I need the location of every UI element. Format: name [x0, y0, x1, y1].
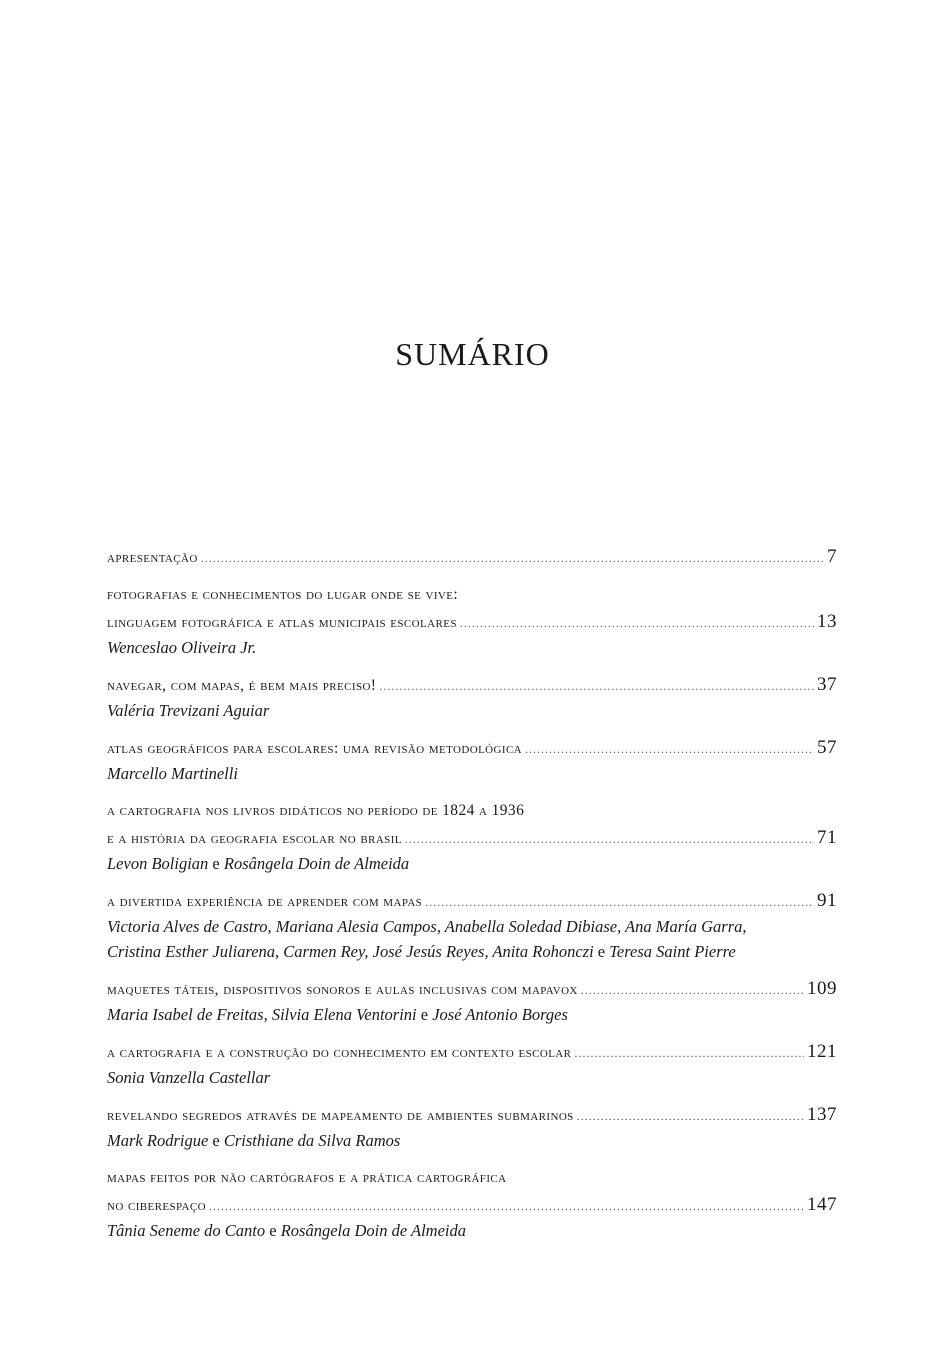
author-names: Maria Isabel de Freitas, Silvia Elena Ventorini	[107, 1005, 417, 1024]
dot-leader	[577, 1103, 804, 1130]
page-number: 109	[807, 978, 837, 999]
dot-leader	[201, 545, 824, 572]
page-number: 57	[817, 737, 837, 758]
authors-line	[107, 939, 837, 964]
authors-line	[107, 1128, 837, 1153]
entry-title-row[interactable]	[107, 1038, 837, 1065]
author-conjunction: e	[212, 854, 220, 873]
dot-leader	[209, 1193, 804, 1220]
author-conjunction: e	[212, 1131, 220, 1150]
toc-entry[interactable]	[107, 975, 837, 1027]
authors-line	[107, 635, 837, 660]
toc-entry[interactable]	[107, 1101, 837, 1153]
dot-leader	[460, 610, 814, 637]
table-of-contents	[107, 543, 837, 1254]
author-names: Cristhiane da Silva Ramos	[223, 1131, 401, 1150]
entry-title: apresentação	[107, 549, 198, 566]
author-names: Tânia Seneme do Canto	[107, 1221, 266, 1240]
author-names: Sonia Vanzella Castellar	[107, 1068, 271, 1087]
entry-title: linguagem fotográfica e atlas municipais escolares	[107, 614, 457, 631]
authors-line	[107, 914, 837, 939]
toc-entry[interactable]	[107, 1038, 837, 1090]
dot-leader	[425, 889, 814, 916]
dot-leader	[525, 736, 814, 763]
entry-title: navegar, com mapas, é bem mais preciso!	[107, 677, 377, 694]
author-names: Victoria Alves de Castro, Mariana Alesia Campos, Anabella Soledad Dibiase, Ana María Garra,	[107, 917, 747, 936]
page-number: 91	[817, 890, 837, 911]
authors-line	[107, 761, 837, 786]
entry-title: atlas geográficos para escolares: uma revisão metodológica	[107, 740, 523, 757]
toc-entry[interactable]	[107, 734, 837, 786]
toc-entry[interactable]	[107, 671, 837, 723]
entry-title-row[interactable]	[107, 824, 837, 851]
author-names: Rosângela Doin de Almeida	[223, 854, 410, 873]
entry-title: e a história da geografia escolar no brasil	[107, 830, 402, 847]
toc-entry[interactable]	[107, 581, 837, 660]
dot-leader	[379, 673, 814, 700]
entry-title-line: a cartografia nos livros didáticos no período de 1824 a 1936	[107, 802, 525, 819]
entry-title: maquetes táteis, dispositivos sonoros e aulas inclusivas com mapavox	[107, 981, 578, 998]
page-number: 7	[827, 546, 837, 567]
entry-title-row[interactable]	[107, 734, 837, 761]
author-conjunction: e	[269, 1221, 277, 1240]
author-names: Rosângela Doin de Almeida	[280, 1221, 466, 1240]
entry-title-row[interactable]	[107, 543, 837, 570]
toc-entry[interactable]	[107, 543, 837, 570]
entry-title: no ciberespaço	[107, 1197, 206, 1214]
author-names: Marcello Martinelli	[107, 764, 238, 783]
entry-title-row[interactable]	[107, 608, 837, 635]
entry-title-row[interactable]	[107, 1101, 837, 1128]
authors-line	[107, 1002, 837, 1027]
authors-line	[107, 851, 837, 876]
author-names: Levon Boligian	[107, 854, 209, 873]
page-number: 71	[817, 827, 837, 848]
author-names: Cristina Esther Juliarena, Carmen Rey, José Jesús Reyes, Anita Rohonczi	[107, 942, 594, 961]
authors-line	[107, 1218, 837, 1243]
entry-title: a divertida experiência de aprender com mapas	[107, 893, 423, 910]
author-names: Wenceslao Oliveira Jr.	[107, 638, 257, 657]
entry-title-row[interactable]	[107, 887, 837, 914]
page-number: 13	[817, 611, 837, 632]
page-number: 121	[807, 1041, 837, 1062]
page-number: 137	[807, 1104, 837, 1125]
entry-title-line: mapas feitos por não cartógrafos e a prática cartográfica	[107, 1169, 507, 1186]
authors-line	[107, 1065, 837, 1090]
page-number: 147	[807, 1194, 837, 1215]
page-title: SUMÁRIO	[395, 336, 550, 372]
toc-entry[interactable]	[107, 797, 837, 876]
author-names: Valéria Trevizani Aguiar	[107, 701, 270, 720]
author-names: Mark Rodrigue	[107, 1131, 209, 1150]
entry-title: a cartografia e a construção do conhecimento em contexto escolar	[107, 1044, 572, 1061]
author-conjunction: e	[597, 942, 606, 961]
dot-leader	[574, 1040, 804, 1067]
page-number: 37	[817, 674, 837, 695]
entry-title-row[interactable]	[107, 671, 837, 698]
author-names: Teresa Saint Pierre	[609, 942, 736, 961]
entry-title: revelando segredos através de mapeamento de ambientes submarinos	[107, 1107, 574, 1124]
toc-entry[interactable]	[107, 1164, 837, 1243]
entry-title-row[interactable]	[107, 1191, 837, 1218]
entry-title-row[interactable]	[107, 975, 837, 1002]
authors-line	[107, 698, 837, 723]
author-conjunction: e	[420, 1005, 429, 1024]
dot-leader	[405, 826, 814, 853]
entry-title-line: fotografias e conhecimentos do lugar onde se vive:	[107, 586, 459, 603]
dot-leader	[581, 977, 804, 1004]
toc-entry[interactable]	[107, 887, 837, 964]
author-names: José Antonio Borges	[432, 1005, 568, 1024]
